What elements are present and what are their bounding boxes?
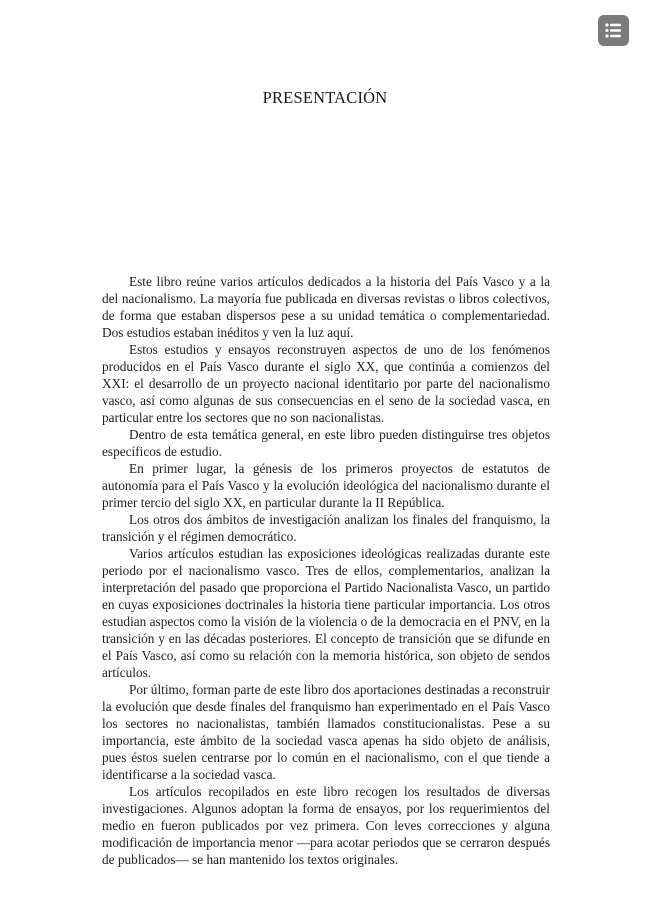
- paragraph: Los otros dos ámbitos de investigación analizan los finales del franquismo, la transición y el régimen democrático.: [102, 512, 550, 544]
- paragraph: Por último, forman parte de este libro dos aportaciones destinadas a reconstruir la evolución que desde finales del franquismo han experimentado en el País Vasco los sectores no nacionalistas, también llamados constitucionalistas. Pese a su importancia, este ámbito de la sociedad vasca apenas ha sido objeto de análisis, pues éstos suelen centrarse por lo común en el nacionalismo, con el que tiende a identificarse a la sociedad vasca.: [102, 682, 550, 782]
- paragraph: Dentro de esta temática general, en este libro pueden distinguirse tres objetos específicos de estudio.: [102, 427, 550, 459]
- page-title: PRESENTACIÓN: [262, 88, 388, 107]
- body-text: [102, 273, 550, 868]
- paragraph: Varios artículos estudian las exposiciones ideológicas realizadas durante este periodo por el nacionalismo vasco. Tres de ellos, complementarios, analizan la interpretación del pasado que proporciona el Partido Nacionalista Vasco, un partido en cuyas exposiciones doctrinales la historia tiene particular importancia. Los otros estudian aspectos como la visión de la violencia o de la democracia en el PNV, en la transición y en las décadas posteriores. El concepto de transición que se difunde en el País Vasco, así como su relación con la memoria histórica, son objeto de sendos artículos.: [102, 546, 550, 680]
- paragraph: Este libro reúne varios artículos dedicados a la historia del País Vasco y a la del nacionalismo. La mayoría fue publicada en diversas revistas o libros colectivos, de forma que estaban dispersos pese a su unidad temática o complementariedad. Dos estudios estaban inéditos y ven la luz aquí.: [102, 274, 550, 340]
- paragraph: Estos estudios y ensayos reconstruyen aspectos de uno de los fenómenos producidos en el País Vasco durante el siglo XX, que continúa a comienzos del XXI: el desarrollo de un proyecto nacional identitario por parte del nacionalismo vasco, así como algunas de sus consecuencias en el seno de la sociedad vasca, en particular entre los sectores que no son nacionalistas.: [102, 342, 550, 425]
- paragraph: Los artículos recopilados en este libro recogen los resultados de diversas investigaciones. Algunos adoptan la forma de ensayos, por los requerimientos del medio en fueron publicados por vez primera. Con leves correcciones y alguna modificación de importancia menor —para acotar periodos que se cerraron después de publicados— se han mantenido los textos originales.: [102, 784, 550, 867]
- paragraph: En primer lugar, la génesis de los primeros proyectos de estatutos de autonomía para el País Vasco y la evolución ideológica del nacionalismo durante el primer tercio del siglo XX, en particular durante la II República.: [102, 461, 550, 510]
- list-menu-icon: [598, 15, 629, 46]
- table-of-contents-button[interactable]: [598, 15, 629, 46]
